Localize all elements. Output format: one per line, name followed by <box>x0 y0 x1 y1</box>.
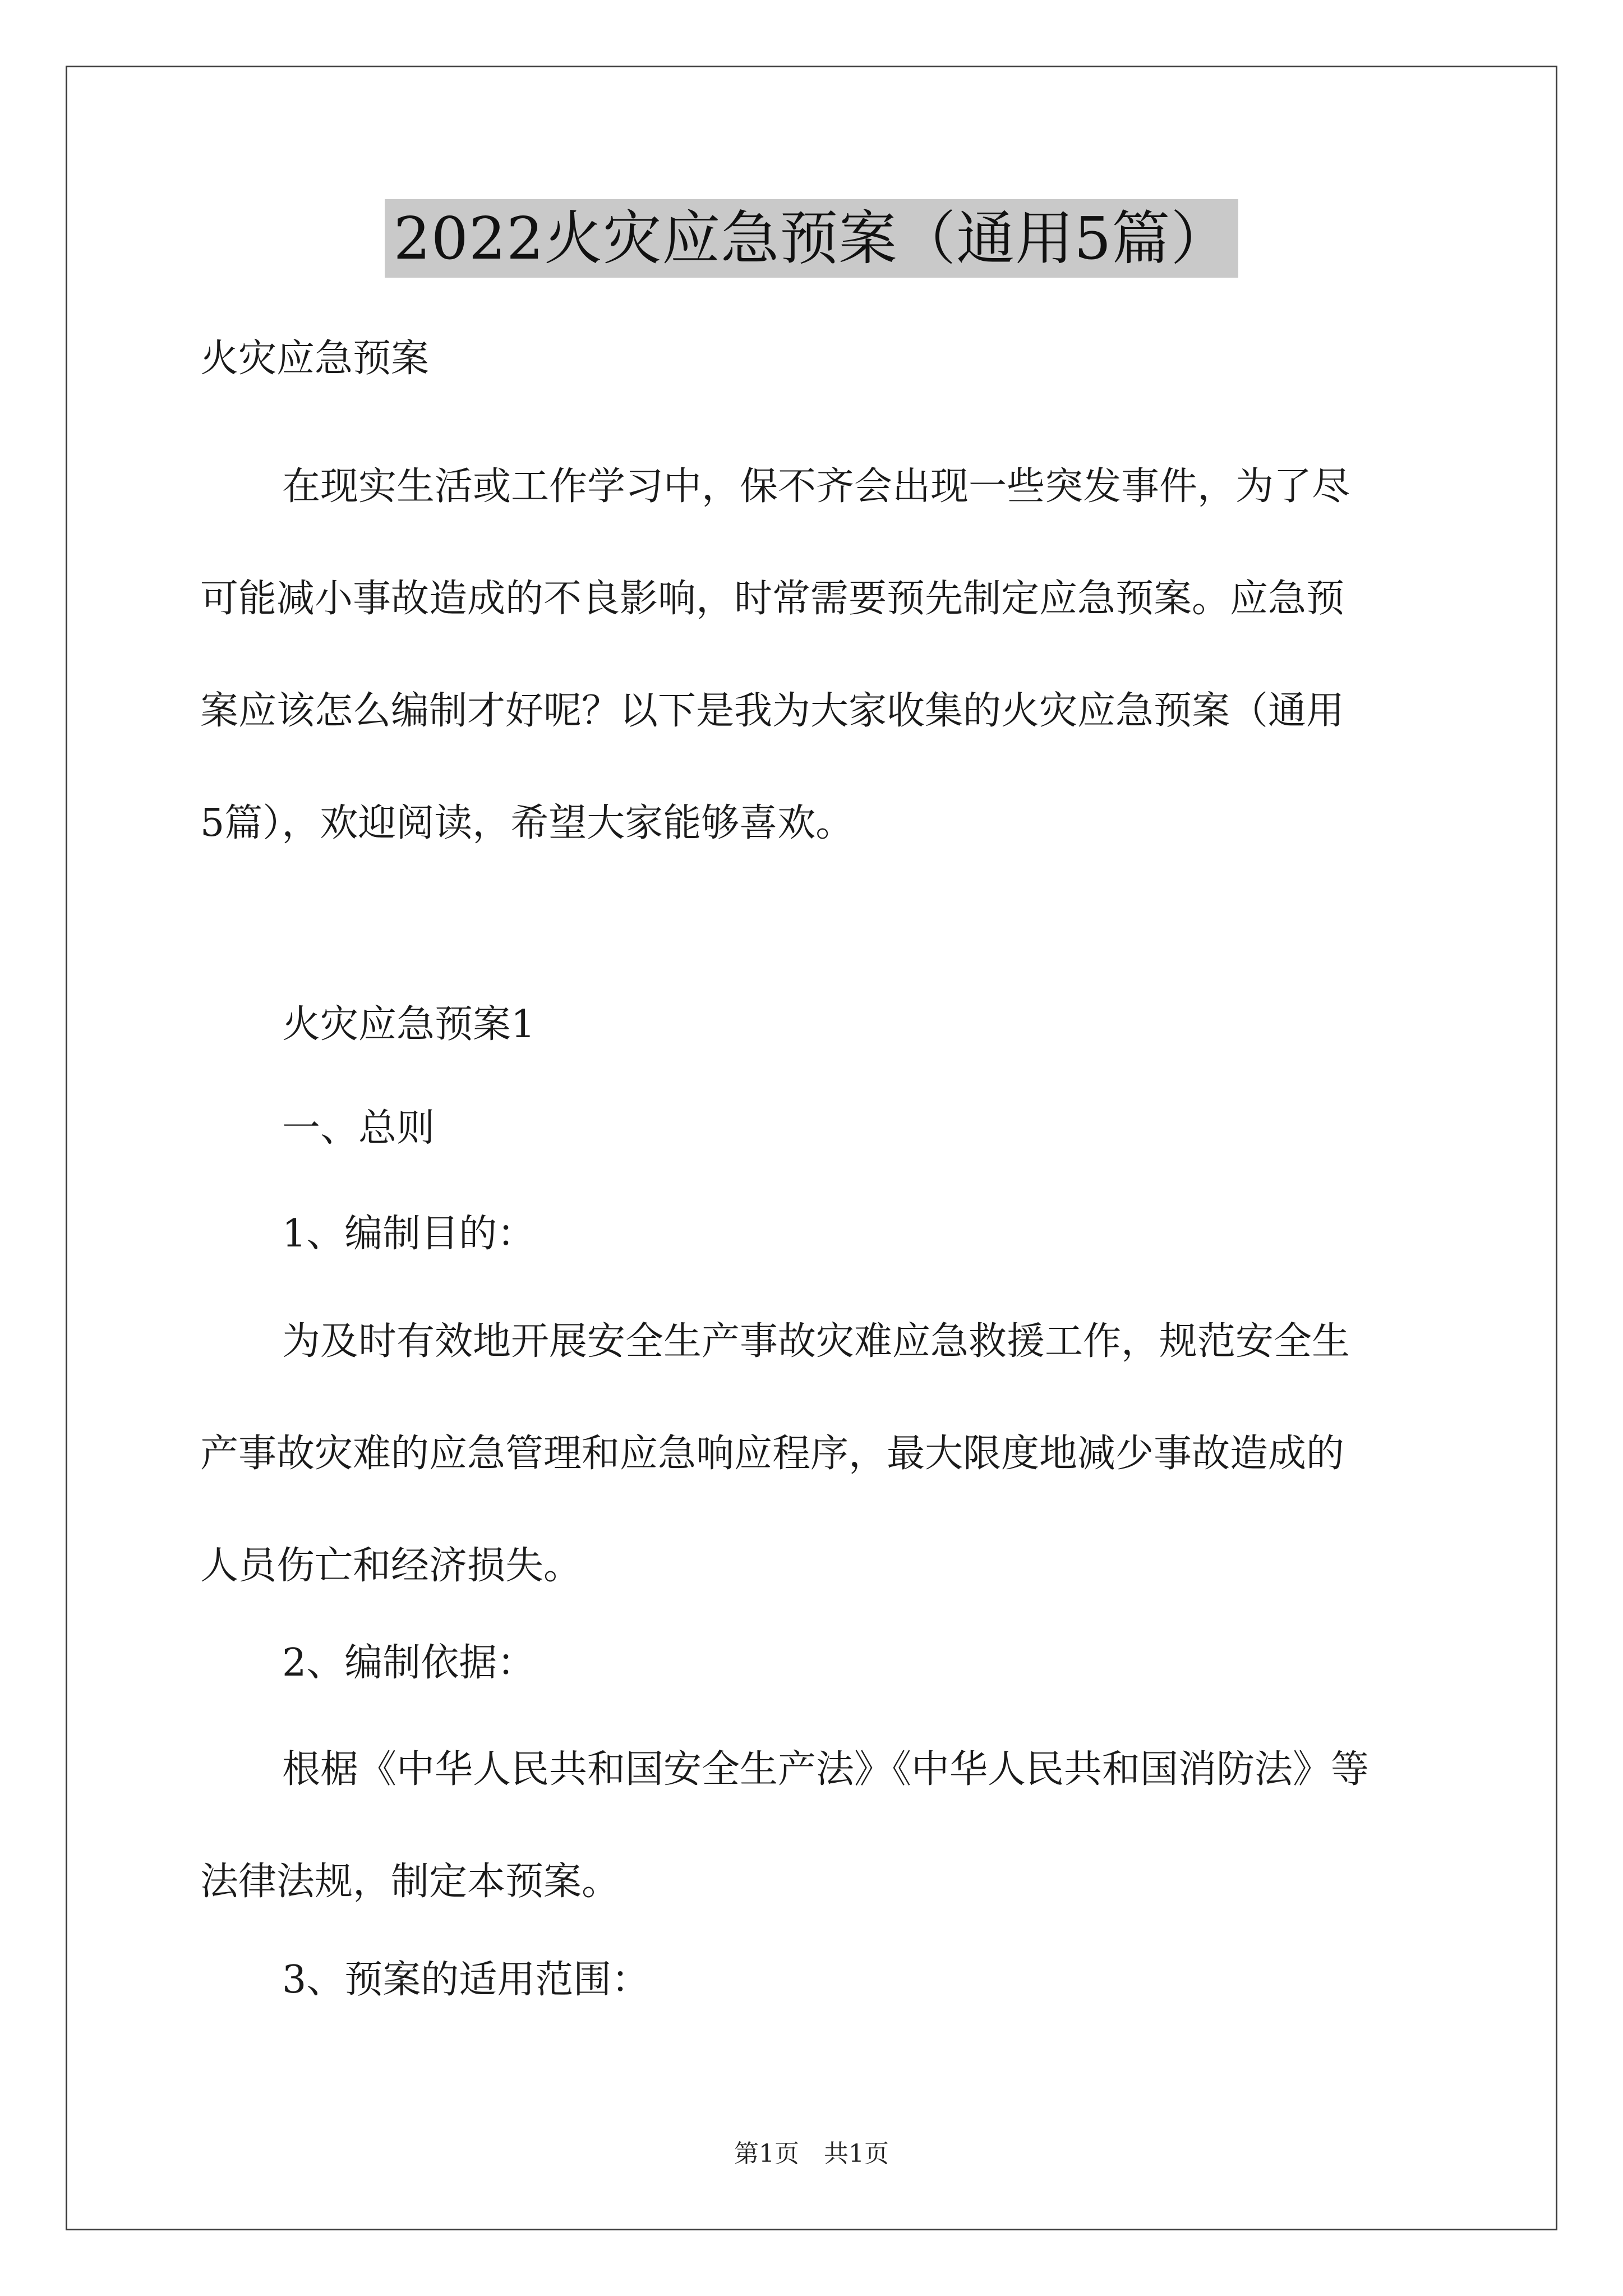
item2-line: 法律法规，制定本预案。 <box>200 1860 620 1904</box>
chapter-heading <box>200 1073 1426 1185</box>
section-heading-text: 火灾应急预案1 <box>282 1002 536 1047</box>
chapter-heading-text: 一、总则 <box>282 1106 435 1151</box>
item1-heading-text: 1、编制目的： <box>282 1212 536 1256</box>
item1-paragraph <box>200 1286 1426 1622</box>
page-number: 第1页 共1页 <box>734 2139 889 2168</box>
subtitle <box>200 303 1426 415</box>
item2-line: 根椐《中华人民共和国安全生产法》《中华人民共和国消防法》等 <box>282 1747 1370 1792</box>
subtitle-text: 火灾应急预案 <box>200 337 430 381</box>
item2-paragraph <box>200 1714 1426 1938</box>
intro-line: 案应该怎么编制才好呢？以下是我为大家收集的火灾应急预案（通用 <box>200 689 1345 733</box>
item2-heading-text: 2、编制依据： <box>282 1641 536 1685</box>
title-container <box>0 199 1623 278</box>
intro-line: 5篇），欢迎阅读，希望大家能够喜欢。 <box>200 801 854 845</box>
item3-heading-text: 3、预案的适用范围： <box>282 1958 650 2002</box>
item1-line: 产事故灾难的应急管理和应急响应程序，最大限度地减少事故造成的 <box>200 1432 1345 1476</box>
section-heading <box>200 969 1426 1081</box>
item3-heading <box>200 1924 1426 2036</box>
intro-paragraph <box>200 431 1426 880</box>
page-footer <box>0 2137 1623 2171</box>
item2-heading <box>200 1607 1426 1719</box>
item1-line: 为及时有效地开展安全生产事故灾难应急救援工作，规范安全生 <box>282 1319 1350 1364</box>
intro-line: 可能减小事故造成的不良影响，时常需要预先制定应急预案。应急预 <box>200 577 1345 621</box>
item1-line: 人员伤亡和经济损失。 <box>200 1544 582 1588</box>
item1-heading <box>200 1178 1426 1290</box>
document-title: 2022火灾应急预案（通用5篇） <box>385 199 1239 278</box>
intro-line: 在现实生活或工作学习中，保不齐会出现一些突发事件，为了尽 <box>282 464 1350 509</box>
